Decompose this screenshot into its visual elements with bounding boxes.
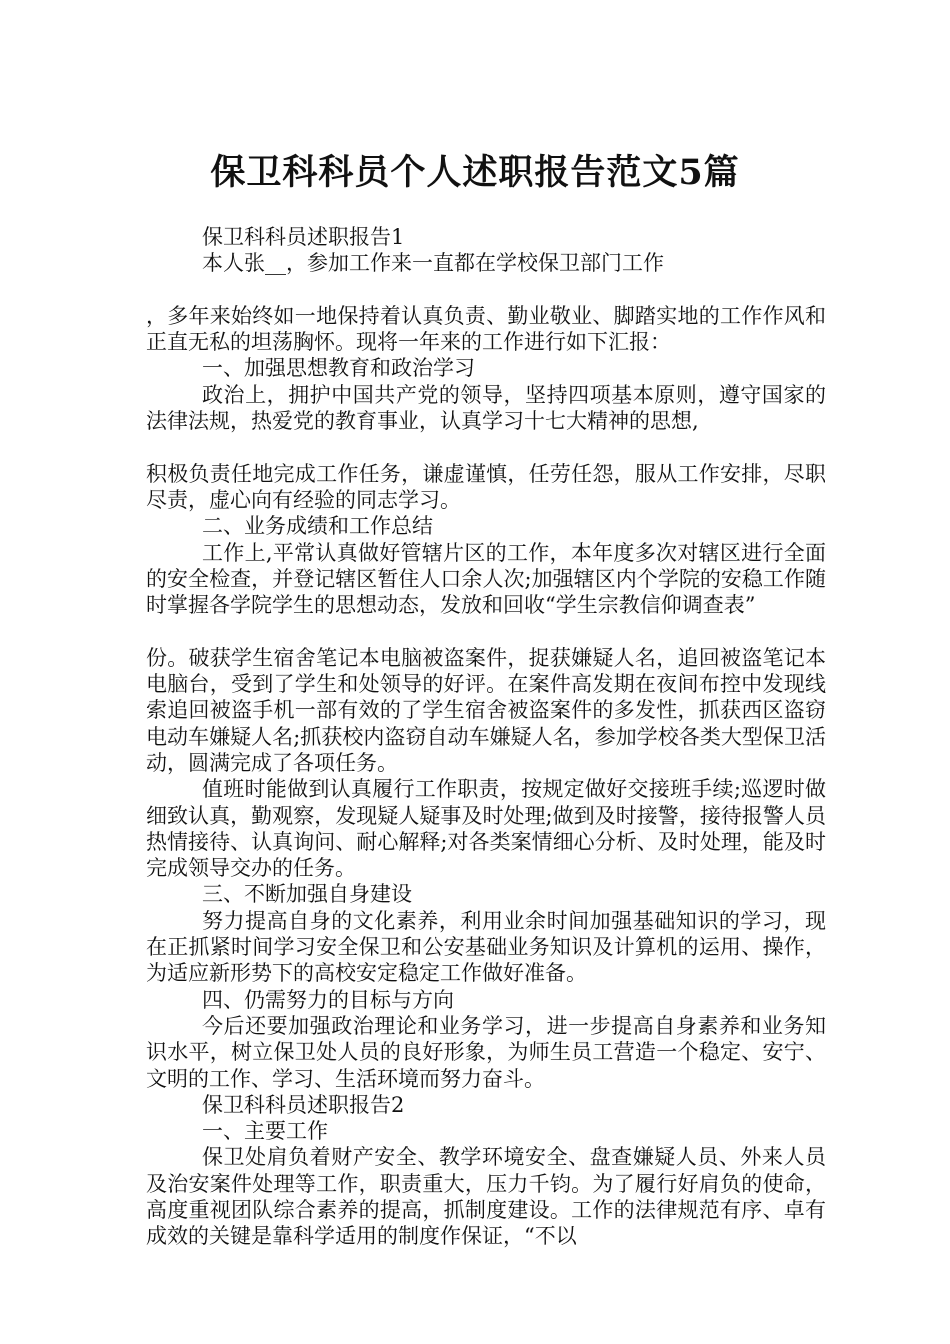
section-heading: 一、主要工作 (202, 1119, 328, 1144)
paragraph: 积极负责任地完成工作任务，谦虚谨慎，任劳任怨，服从工作安排，尽职尽责，虚心向有经验的同志学习。 (146, 461, 826, 512)
paragraph: 努力提高自身的文化素养，利用业余时间加强基础知识的学习，现在正抓紧时间学习安全保卫和公安基础业务知识及计算机的运用、操作，为适应新形势下的高校安定稳定工作做好准备。 (146, 908, 826, 986)
paragraph: 今后还要加强政治理论和业务学习，进一步提高自身素养和业务知识水平，树立保卫处人员的良好形象，为师生员工营造一个稳定、安宁、文明的工作、学习、生活环境而努力奋斗。 (146, 1013, 826, 1091)
document-body (146, 224, 826, 1250)
report-heading: 保卫科科员述职报告2 (202, 1092, 405, 1117)
paragraph: 值班时能做到认真履行工作职责，按规定做好交接班手续;巡逻时做细致认真，勤观察，发现疑人疑事及时处理;做到及时接警，接待报警人员热情接待、认真询问、耐心解释;对各类案情细心分析、及时处理，能及时完成领导交办的任务。 (146, 777, 826, 881)
paragraph: 份。破获学生宿舍笔记本电脑被盗案件，捉获嫌疑人名，追回被盗笔记本电脑台，受到了学生和处领导的好评。在案件高发期在夜间布控中发现线索追回被盗手机一部有效的了学生宿舍被盗案件的多发性，抓获西区盗窃电动车嫌疑人名;抓获校内盗窃自动车嫌疑人名，参加学校各类大型保卫活动，圆满完成了各项任务。 (146, 645, 826, 775)
section-heading: 三、不断加强自身建设 (202, 882, 412, 907)
paragraph: 工作上,平常认真做好管辖片区的工作，本年度多次对辖区进行全面的安全检查，并登记辖区暂住人口余人次;加强辖区内个学院的安稳工作随时掌握各学院学生的思想动态，发放和回收“学生宗教信仰调查表” (146, 540, 826, 618)
paragraph: 本人张__，参加工作来一直都在学校保卫部门工作 (202, 251, 664, 276)
section-heading: 四、仍需努力的目标与方向 (202, 987, 454, 1012)
paragraph-gap (146, 277, 826, 303)
paragraph-gap (146, 618, 826, 644)
section-heading: 二、业务成绩和工作总结 (202, 514, 433, 539)
paragraph-gap (146, 434, 826, 460)
paragraph: 政治上，拥护中国共产党的领导，坚持四项基本原则，遵守国家的法律法规，热爱党的教育事业，认真学习十七大精神的思想, (146, 382, 826, 434)
paragraph: ，多年来始终如一地保持着认真负责、勤业敬业、脚踏实地的工作作风和正直无私的坦荡胸怀。现将一年来的工作进行如下汇报： (146, 303, 826, 355)
paragraph: 保卫处肩负着财产安全、教学环境安全、盘查嫌疑人员、外来人员及治安案件处理等工作，职责重大，压力千钧。为了履行好肩负的使命，高度重视团队综合素养的提高，抓制度建设。工作的法律规范有序、卓有成效的关键是靠科学适用的制度作保证，“不以 (146, 1145, 826, 1249)
document-title: 保卫科科员个人述职报告范文5篇 (210, 152, 740, 194)
report-heading: 保卫科科员述职报告1 (202, 225, 405, 249)
section-heading: 一、加强思想教育和政治学习 (202, 356, 475, 381)
